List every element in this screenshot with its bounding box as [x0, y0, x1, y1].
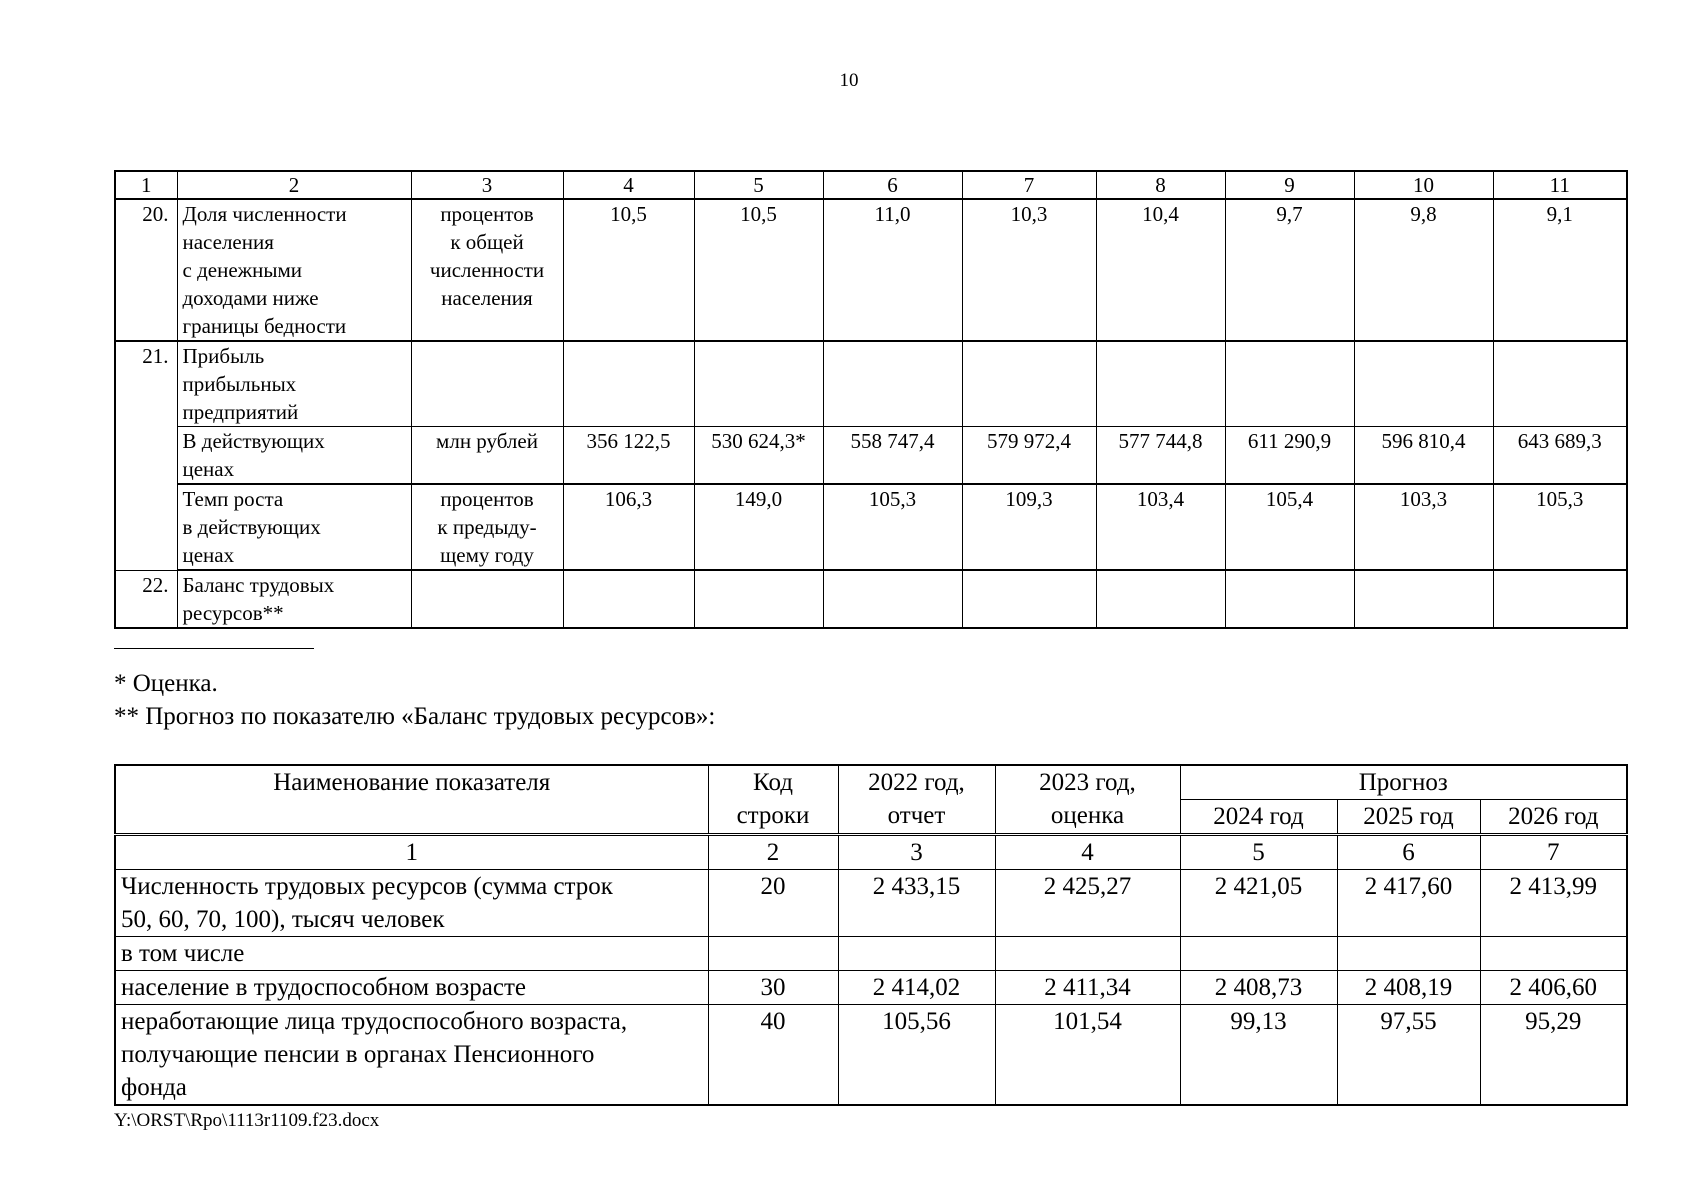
table-row — [115, 937, 1627, 971]
indicators-table — [114, 170, 1628, 629]
value-cell: 2 425,27 — [995, 870, 1180, 937]
text-line: Темп роста — [182, 487, 284, 511]
text-line: Код — [753, 769, 793, 796]
text-line: В действующих — [182, 429, 325, 453]
value-cell — [838, 937, 995, 971]
value-cell: 2 414,02 — [838, 971, 995, 1005]
table-row — [115, 484, 1627, 570]
table-row — [115, 570, 1627, 628]
empty-cell — [1354, 570, 1493, 628]
index-cell: 5 — [1180, 835, 1337, 870]
row-code: 40 — [708, 1005, 838, 1106]
header-cell: 2 — [177, 171, 411, 199]
unit-cell — [411, 199, 563, 341]
value-cell: 10,5 — [563, 199, 694, 341]
footnote-divider — [114, 648, 314, 649]
empty-cell — [1354, 341, 1493, 427]
text-line: ценах — [182, 457, 235, 481]
table-row — [115, 199, 1627, 341]
year-2022-header — [838, 765, 995, 835]
year-header: 2025 год — [1337, 800, 1480, 835]
year-header: 2024 год — [1180, 800, 1337, 835]
row-code: 20 — [708, 870, 838, 937]
footnote-forecast: ** Прогноз по показателю «Баланс трудовых ресурсов»: — [114, 703, 716, 730]
value-cell: 105,56 — [838, 1005, 995, 1106]
file-path: Y:\ORST\Rpo\1113r1109.f23.docx — [114, 1110, 380, 1131]
empty-cell — [1096, 570, 1225, 628]
indicator-name — [115, 1005, 708, 1106]
indicator-name: в том числе — [115, 937, 708, 971]
row-code-header — [708, 765, 838, 835]
value-cell: 103,4 — [1096, 484, 1225, 570]
unit-cell — [411, 484, 563, 570]
indicator-name — [177, 199, 411, 341]
value-cell: 558 747,4 — [823, 427, 962, 485]
value-cell: 2 408,73 — [1180, 971, 1337, 1005]
text-line: к общей — [450, 230, 524, 254]
index-cell: 3 — [838, 835, 995, 870]
header-cell: 10 — [1354, 171, 1493, 199]
header-cell: 3 — [411, 171, 563, 199]
text-line: ресурсов** — [182, 601, 284, 625]
labor-balance-table — [114, 764, 1628, 1106]
value-cell: 11,0 — [823, 199, 962, 341]
text-line: границы бедности — [182, 314, 347, 338]
value-cell: 105,3 — [823, 484, 962, 570]
value-cell: 9,1 — [1493, 199, 1627, 341]
row-number: 20. — [115, 199, 177, 341]
row-number: 22. — [115, 570, 177, 628]
table-row — [115, 427, 1627, 485]
header-cell: 11 — [1493, 171, 1627, 199]
empty-cell — [962, 341, 1096, 427]
empty-cell — [694, 341, 823, 427]
value-cell: 611 290,9 — [1225, 427, 1354, 485]
value-cell — [995, 937, 1180, 971]
text-line: процентов — [440, 487, 534, 511]
header-cell: 8 — [1096, 171, 1225, 199]
header-cell: 1 — [115, 171, 177, 199]
value-cell: 579 972,4 — [962, 427, 1096, 485]
empty-cell — [411, 341, 563, 427]
text-line: 2022 год, — [868, 769, 965, 796]
index-cell: 1 — [115, 835, 708, 870]
table-row — [115, 971, 1627, 1005]
text-line: процентов — [440, 202, 534, 226]
index-cell: 6 — [1337, 835, 1480, 870]
year-2023-header — [995, 765, 1180, 835]
value-cell: 9,7 — [1225, 199, 1354, 341]
text-line: доходами ниже — [182, 286, 319, 310]
table-row — [115, 341, 1627, 427]
value-cell: 95,29 — [1480, 1005, 1627, 1106]
text-line: Прибыль — [182, 344, 265, 368]
value-cell: 105,3 — [1493, 484, 1627, 570]
value-cell: 101,54 — [995, 1005, 1180, 1106]
value-cell: 2 421,05 — [1180, 870, 1337, 937]
text-line: Доля численности — [182, 202, 347, 226]
empty-cell — [823, 341, 962, 427]
text-line: строки — [736, 802, 810, 829]
empty-cell — [1096, 341, 1225, 427]
value-cell: 103,3 — [1354, 484, 1493, 570]
text-line: населения — [441, 286, 533, 310]
value-cell: 2 406,60 — [1480, 971, 1627, 1005]
footnote-estimate: * Оценка. — [114, 670, 218, 697]
value-cell: 109,3 — [962, 484, 1096, 570]
index-cell: 4 — [995, 835, 1180, 870]
column-number-row — [115, 171, 1627, 199]
empty-cell — [563, 570, 694, 628]
value-cell: 99,13 — [1180, 1005, 1337, 1106]
table-row — [115, 870, 1627, 937]
page-number: 10 — [839, 70, 859, 91]
value-cell: 105,4 — [1225, 484, 1354, 570]
value-cell: 106,3 — [563, 484, 694, 570]
value-cell — [1337, 937, 1480, 971]
table-row — [115, 1005, 1627, 1106]
value-cell: 2 417,60 — [1337, 870, 1480, 937]
empty-cell — [962, 570, 1096, 628]
empty-cell — [1493, 570, 1627, 628]
header-cell: 7 — [962, 171, 1096, 199]
indicator-name-header: Наименование показателя — [115, 765, 708, 835]
text-line: в действующих — [182, 515, 321, 539]
text-line: населения — [182, 230, 274, 254]
text-line: 50, 60, 70, 100), тысяч человек — [121, 906, 445, 933]
text-line: оценка — [1050, 802, 1125, 829]
forecast-header: Прогноз — [1180, 765, 1627, 800]
header-cell: 9 — [1225, 171, 1354, 199]
value-cell: 2 411,34 — [995, 971, 1180, 1005]
empty-cell — [823, 570, 962, 628]
index-cell: 2 — [708, 835, 838, 870]
text-line: численности — [429, 258, 545, 282]
value-cell: 97,55 — [1337, 1005, 1480, 1106]
text-line: неработающие лица трудоспособного возраста, — [121, 1008, 628, 1035]
text-line: с денежными — [182, 258, 303, 282]
value-cell — [1180, 937, 1337, 971]
indicator-name — [177, 484, 411, 570]
text-line: Численность трудовых ресурсов (сумма строк — [121, 873, 613, 900]
row-code — [708, 937, 838, 971]
year-header: 2026 год — [1480, 800, 1627, 835]
empty-cell — [411, 570, 563, 628]
text-line: прибыльных — [182, 372, 297, 396]
indicator-name: население в трудоспособном возрасте — [115, 971, 708, 1005]
value-cell: 10,4 — [1096, 199, 1225, 341]
header-cell: 6 — [823, 171, 962, 199]
empty-cell — [1225, 570, 1354, 628]
value-cell: 149,0 — [694, 484, 823, 570]
text-line: к предыду- — [437, 515, 537, 539]
value-cell: 2 408,19 — [1337, 971, 1480, 1005]
value-cell — [1480, 937, 1627, 971]
row-code: 30 — [708, 971, 838, 1005]
text-line: получающие пенсии в органах Пенсионного — [121, 1041, 595, 1068]
header-cell: 4 — [563, 171, 694, 199]
indicator-name — [177, 570, 411, 628]
indicator-name — [177, 427, 411, 485]
value-cell: 530 624,3* — [694, 427, 823, 485]
text-line: ценах — [182, 543, 235, 567]
value-cell: 2 433,15 — [838, 870, 995, 937]
value-cell: 2 413,99 — [1480, 870, 1627, 937]
indicator-name — [115, 870, 708, 937]
text-line: Баланс трудовых — [182, 573, 335, 597]
empty-cell — [563, 341, 694, 427]
index-cell: 7 — [1480, 835, 1627, 870]
text-line: предприятий — [182, 400, 299, 424]
value-cell: 10,3 — [962, 199, 1096, 341]
value-cell: 643 689,3 — [1493, 427, 1627, 485]
value-cell: 356 122,5 — [563, 427, 694, 485]
value-cell: 596 810,4 — [1354, 427, 1493, 485]
column-number-row — [115, 835, 1627, 870]
row-number: 21. — [115, 341, 177, 570]
text-line: 2023 год, — [1039, 769, 1136, 796]
text-line: щему году — [440, 543, 534, 567]
empty-cell — [694, 570, 823, 628]
header-row — [115, 765, 1627, 800]
indicator-name — [177, 341, 411, 427]
header-cell: 5 — [694, 171, 823, 199]
value-cell: 9,8 — [1354, 199, 1493, 341]
text-line: фонда — [121, 1074, 187, 1101]
value-cell: 577 744,8 — [1096, 427, 1225, 485]
text-line: отчет — [887, 802, 946, 829]
value-cell: 10,5 — [694, 199, 823, 341]
unit-cell: млн рублей — [411, 427, 563, 485]
empty-cell — [1225, 341, 1354, 427]
empty-cell — [1493, 341, 1627, 427]
